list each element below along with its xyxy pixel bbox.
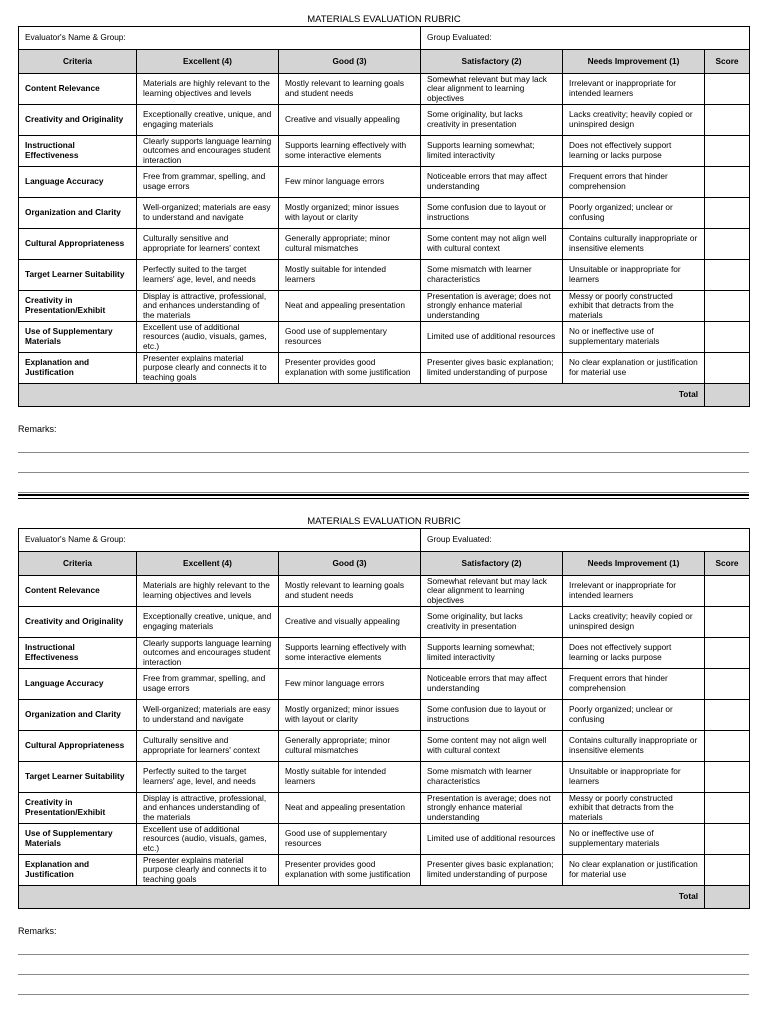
criteria-cell: Content Relevance [19, 74, 137, 105]
rubric-table [18, 528, 750, 909]
header-5: Score [705, 50, 750, 74]
score-cell[interactable] [705, 762, 750, 793]
excellent-cell: Culturally sensitive and appropriate for learners' context [137, 229, 279, 260]
score-cell[interactable] [705, 260, 750, 291]
needs-improvement-cell: Unsuitable or inappropriate for learners [563, 260, 705, 291]
criteria-cell: Cultural Appropriateness [19, 229, 137, 260]
evaluator-name-field[interactable] [19, 27, 421, 50]
good-cell: Mostly suitable for intended learners [279, 762, 421, 793]
needs-improvement-cell: Poorly organized; unclear or confusing [563, 198, 705, 229]
score-cell[interactable] [705, 731, 750, 762]
rubric-table [18, 26, 750, 407]
criteria-cell: Target Learner Suitability [19, 260, 137, 291]
satisfactory-cell: Presenter gives basic explanation; limited understanding of purpose [421, 353, 563, 384]
criteria-cell: Language Accuracy [19, 167, 137, 198]
needs-improvement-cell: No or ineffective use of supplementary materials [563, 322, 705, 353]
excellent-cell: Culturally sensitive and appropriate for learners' context [137, 731, 279, 762]
criteria-cell: Creativity in Presentation/Exhibit [19, 291, 137, 322]
evaluator-label: Evaluator's Name & Group: [25, 534, 126, 545]
good-cell: Good use of supplementary resources [279, 322, 421, 353]
criteria-cell: Instructional Effectiveness [19, 136, 137, 167]
table-row [19, 638, 750, 669]
needs-improvement-cell: Frequent errors that hinder comprehension [563, 167, 705, 198]
criteria-cell: Cultural Appropriateness [19, 731, 137, 762]
table-row [19, 167, 750, 198]
group-label: Group Evaluated: [427, 32, 492, 43]
excellent-cell: Clearly supports language learning outcomes and encourages student interaction [137, 136, 279, 167]
needs-improvement-cell: Unsuitable or inappropriate for learners [563, 762, 705, 793]
criteria-cell: Content Relevance [19, 576, 137, 607]
excellent-cell: Well-organized; materials are easy to understand and navigate [137, 700, 279, 731]
excellent-cell: Materials are highly relevant to the learning objectives and levels [137, 576, 279, 607]
needs-improvement-cell: Contains culturally inappropriate or insensitive elements [563, 731, 705, 762]
criteria-cell: Creativity and Originality [19, 105, 137, 136]
rubric-title: MATERIALS EVALUATION RUBRIC [307, 516, 461, 527]
satisfactory-cell: Some mismatch with learner characteristics [421, 762, 563, 793]
needs-improvement-cell: Lacks creativity; heavily copied or uninspired design [563, 607, 705, 638]
excellent-cell: Free from grammar, spelling, and usage errors [137, 669, 279, 700]
score-cell[interactable] [705, 793, 750, 824]
good-cell: Supports learning effectively with some interactive elements [279, 136, 421, 167]
excellent-cell: Perfectly suited to the target learners' age, level, and needs [137, 762, 279, 793]
good-cell: Mostly relevant to learning goals and student needs [279, 74, 421, 105]
score-cell[interactable] [705, 229, 750, 260]
rubric-copy-1 [0, 14, 768, 434]
needs-improvement-cell: Poorly organized; unclear or confusing [563, 700, 705, 731]
good-cell: Neat and appealing presentation [279, 291, 421, 322]
satisfactory-cell: Some originality, but lacks creativity in presentation [421, 607, 563, 638]
table-row [19, 291, 750, 322]
criteria-cell: Explanation and Justification [19, 855, 137, 886]
rubric-title: MATERIALS EVALUATION RUBRIC [307, 14, 461, 25]
criteria-cell: Organization and Clarity [19, 700, 137, 731]
good-cell: Mostly suitable for intended learners [279, 260, 421, 291]
total-label: Total [19, 384, 705, 407]
excellent-cell: Exceptionally creative, unique, and engaging materials [137, 105, 279, 136]
score-cell[interactable] [705, 638, 750, 669]
excellent-cell: Excellent use of additional resources (audio, visuals, games, etc.) [137, 824, 279, 855]
header-1: Excellent (4) [137, 552, 279, 576]
excellent-cell: Display is attractive, professional, and enhances understanding of the materials [137, 793, 279, 824]
good-cell: Creative and visually appealing [279, 607, 421, 638]
excellent-cell: Display is attractive, professional, and enhances understanding of the materials [137, 291, 279, 322]
score-cell[interactable] [705, 669, 750, 700]
excellent-cell: Excellent use of additional resources (audio, visuals, games, etc.) [137, 322, 279, 353]
table-row [19, 669, 750, 700]
criteria-cell: Explanation and Justification [19, 353, 137, 384]
criteria-cell: Creativity and Originality [19, 607, 137, 638]
satisfactory-cell: Some content may not align well with cultural context [421, 731, 563, 762]
satisfactory-cell: Presenter gives basic explanation; limited understanding of purpose [421, 855, 563, 886]
evaluator-name-field[interactable] [19, 529, 421, 552]
table-row [19, 793, 750, 824]
table-row [19, 198, 750, 229]
score-cell[interactable] [705, 322, 750, 353]
good-cell: Mostly relevant to learning goals and student needs [279, 576, 421, 607]
satisfactory-cell: Somewhat relevant but may lack clear alignment to learning objectives [421, 576, 563, 607]
remarks-label: Remarks: [18, 926, 57, 936]
header-3: Satisfactory (2) [421, 552, 563, 576]
excellent-cell: Perfectly suited to the target learners' age, level, and needs [137, 260, 279, 291]
table-row [19, 353, 750, 384]
satisfactory-cell: Somewhat relevant but may lack clear alignment to learning objectives [421, 74, 563, 105]
satisfactory-cell: Supports learning somewhat; limited interactivity [421, 638, 563, 669]
excellent-cell: Presenter explains material purpose clearly and connects it to teaching goals [137, 353, 279, 384]
needs-improvement-cell: Contains culturally inappropriate or insensitive elements [563, 229, 705, 260]
satisfactory-cell: Supports learning somewhat; limited interactivity [421, 136, 563, 167]
header-2: Good (3) [279, 552, 421, 576]
satisfactory-cell: Noticeable errors that may affect understanding [421, 167, 563, 198]
rubric-copy-2 [0, 516, 768, 936]
score-cell[interactable] [705, 700, 750, 731]
excellent-cell: Materials are highly relevant to the learning objectives and levels [137, 74, 279, 105]
criteria-cell: Use of Supplementary Materials [19, 824, 137, 855]
evaluator-label: Evaluator's Name & Group: [25, 32, 126, 43]
excellent-cell: Exceptionally creative, unique, and engaging materials [137, 607, 279, 638]
criteria-cell: Instructional Effectiveness [19, 638, 137, 669]
header-0: Criteria [19, 552, 137, 576]
satisfactory-cell: Some content may not align well with cultural context [421, 229, 563, 260]
table-row [19, 607, 750, 638]
remarks-line-2[interactable] [18, 974, 749, 975]
satisfactory-cell: Some mismatch with learner characteristics [421, 260, 563, 291]
group-label: Group Evaluated: [427, 534, 492, 545]
good-cell: Presenter provides good explanation with some justification [279, 353, 421, 384]
table-row [19, 855, 750, 886]
header-1: Excellent (4) [137, 50, 279, 74]
criteria-cell: Organization and Clarity [19, 198, 137, 229]
total-score-cell[interactable] [705, 384, 750, 407]
header-5: Score [705, 552, 750, 576]
page-divider-thin [18, 498, 749, 499]
remarks-line-1[interactable] [18, 954, 749, 955]
good-cell: Few minor language errors [279, 167, 421, 198]
table-row [19, 260, 750, 291]
criteria-cell: Target Learner Suitability [19, 762, 137, 793]
satisfactory-cell: Presentation is average; does not strongly enhance material understanding [421, 793, 563, 824]
good-cell: Generally appropriate; minor cultural mismatches [279, 731, 421, 762]
table-row [19, 700, 750, 731]
score-cell[interactable] [705, 105, 750, 136]
score-cell[interactable] [705, 353, 750, 384]
needs-improvement-cell: Lacks creativity; heavily copied or uninspired design [563, 105, 705, 136]
remarks-line-1[interactable] [18, 452, 749, 453]
score-cell[interactable] [705, 824, 750, 855]
total-label: Total [19, 886, 705, 909]
score-cell[interactable] [705, 167, 750, 198]
criteria-cell: Use of Supplementary Materials [19, 322, 137, 353]
header-0: Criteria [19, 50, 137, 74]
satisfactory-cell: Noticeable errors that may affect understanding [421, 669, 563, 700]
satisfactory-cell: Some confusion due to layout or instructions [421, 700, 563, 731]
excellent-cell: Free from grammar, spelling, and usage errors [137, 167, 279, 198]
satisfactory-cell: Some confusion due to layout or instructions [421, 198, 563, 229]
table-row [19, 74, 750, 105]
good-cell: Neat and appealing presentation [279, 793, 421, 824]
good-cell: Creative and visually appealing [279, 105, 421, 136]
good-cell: Good use of supplementary resources [279, 824, 421, 855]
satisfactory-cell: Limited use of additional resources [421, 322, 563, 353]
score-cell[interactable] [705, 291, 750, 322]
remarks-line-3[interactable] [18, 492, 749, 493]
excellent-cell: Presenter explains material purpose clearly and connects it to teaching goals [137, 855, 279, 886]
score-cell[interactable] [705, 198, 750, 229]
satisfactory-cell: Limited use of additional resources [421, 824, 563, 855]
needs-improvement-cell: Frequent errors that hinder comprehension [563, 669, 705, 700]
good-cell: Mostly organized; minor issues with layout or clarity [279, 700, 421, 731]
needs-improvement-cell: No or ineffective use of supplementary materials [563, 824, 705, 855]
header-4: Needs Improvement (1) [563, 50, 705, 74]
remarks-line-2[interactable] [18, 472, 749, 473]
good-cell: Supports learning effectively with some interactive elements [279, 638, 421, 669]
table-row [19, 136, 750, 167]
satisfactory-cell: Some originality, but lacks creativity in presentation [421, 105, 563, 136]
criteria-cell: Creativity in Presentation/Exhibit [19, 793, 137, 824]
remarks-label: Remarks: [18, 424, 57, 434]
score-cell[interactable] [705, 855, 750, 886]
criteria-cell: Language Accuracy [19, 669, 137, 700]
remarks-line-3[interactable] [18, 994, 749, 995]
score-cell[interactable] [705, 607, 750, 638]
table-row [19, 731, 750, 762]
table-row [19, 576, 750, 607]
good-cell: Few minor language errors [279, 669, 421, 700]
total-score-cell[interactable] [705, 886, 750, 909]
table-row [19, 229, 750, 260]
page-divider [18, 494, 749, 496]
needs-improvement-cell: Messy or poorly constructed exhibit that detracts from the materials [563, 291, 705, 322]
header-2: Good (3) [279, 50, 421, 74]
table-row [19, 322, 750, 353]
needs-improvement-cell: No clear explanation or justification for material use [563, 855, 705, 886]
table-row [19, 105, 750, 136]
header-3: Satisfactory (2) [421, 50, 563, 74]
good-cell: Generally appropriate; minor cultural mismatches [279, 229, 421, 260]
needs-improvement-cell: Messy or poorly constructed exhibit that detracts from the materials [563, 793, 705, 824]
group-evaluated-field[interactable] [421, 529, 750, 552]
needs-improvement-cell: No clear explanation or justification for material use [563, 353, 705, 384]
needs-improvement-cell: Irrelevant or inappropriate for intended learners [563, 576, 705, 607]
good-cell: Mostly organized; minor issues with layout or clarity [279, 198, 421, 229]
excellent-cell: Well-organized; materials are easy to understand and navigate [137, 198, 279, 229]
needs-improvement-cell: Does not effectively support learning or lacks purpose [563, 638, 705, 669]
needs-improvement-cell: Does not effectively support learning or lacks purpose [563, 136, 705, 167]
score-cell[interactable] [705, 576, 750, 607]
table-row [19, 824, 750, 855]
score-cell[interactable] [705, 136, 750, 167]
needs-improvement-cell: Irrelevant or inappropriate for intended learners [563, 74, 705, 105]
good-cell: Presenter provides good explanation with some justification [279, 855, 421, 886]
excellent-cell: Clearly supports language learning outcomes and encourages student interaction [137, 638, 279, 669]
satisfactory-cell: Presentation is average; does not strongly enhance material understanding [421, 291, 563, 322]
table-row [19, 762, 750, 793]
group-evaluated-field[interactable] [421, 27, 750, 50]
score-cell[interactable] [705, 74, 750, 105]
header-4: Needs Improvement (1) [563, 552, 705, 576]
